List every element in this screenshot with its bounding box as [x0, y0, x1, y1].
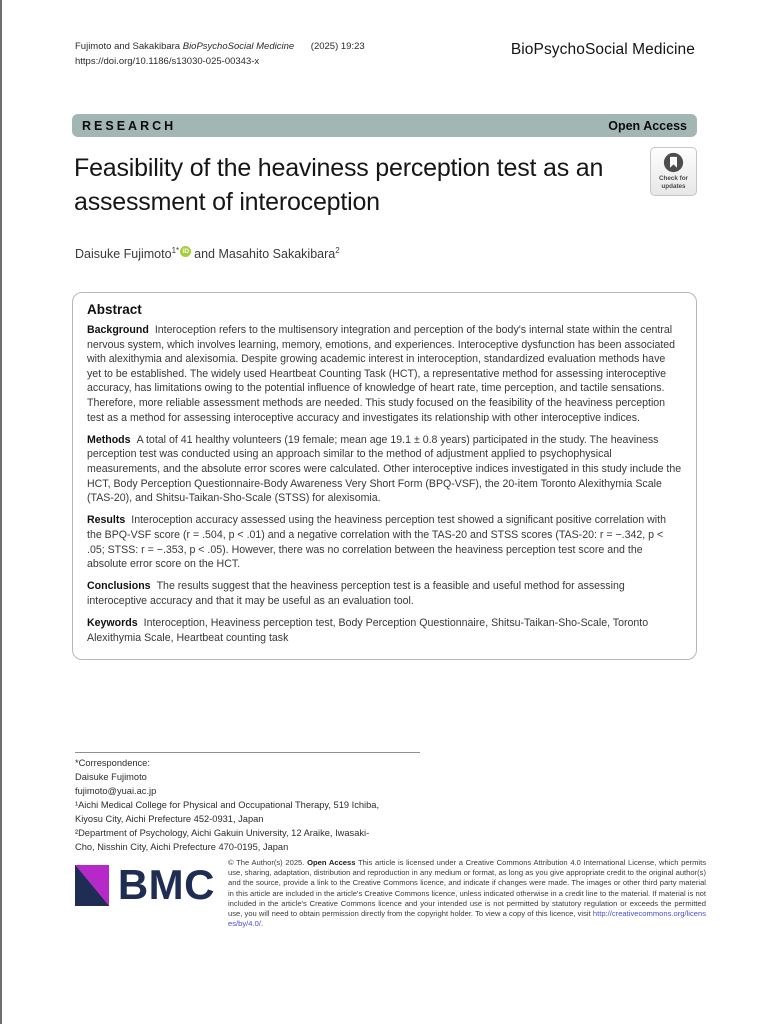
article-title: Feasibility of the heaviness perception test as an assessment of interoception — [74, 154, 604, 216]
bmc-logo — [75, 861, 215, 908]
license-link[interactable]: http://creativecommons.org/licenses/by/4.0/ — [228, 908, 706, 929]
citation-issue: (2025) 19:23 — [310, 41, 365, 52]
abstract-heading: Abstract — [87, 302, 142, 317]
affiliation-2-line-1: ²Department of Psychology, Aichi Gakuin University, 12 Araike, Iwasaki- — [75, 827, 370, 838]
citation-block — [75, 40, 365, 69]
article-type-banner — [72, 114, 697, 137]
footnotes-block — [75, 752, 427, 855]
correspondence-name: Daisuke Fujimoto — [75, 771, 147, 782]
journal-name: BioPsychoSocial Medicine — [510, 41, 695, 58]
correspondence-label: *Correspondence: — [75, 758, 150, 768]
author-1-name: Daisuke Fujimoto — [75, 247, 172, 262]
citation-line — [75, 40, 365, 55]
abstract-box — [72, 292, 697, 660]
affiliation-2-line-2: Cho, Nisshin City, Aichi Prefecture 470-0195, Japan — [75, 841, 289, 852]
article-type-label: RESEARCH — [82, 118, 177, 133]
author-2-name: Masahito Sakakibara — [218, 247, 336, 262]
author-2-affiliation-marker: 2 — [335, 246, 340, 255]
abstract-results: Results Interoception accuracy assessed using the heaviness perception test showed a significant positive correlation with the BPQ-VSF score (r = .504, p < .01) and a negative correlation with the TAS-20 and STSS scores (TAS-20: r = −.342, p < .05; STSS: r = −.353, p < .05). However, there was no correlation between the heaviness perception test score and the absolute error score on the HCT. — [87, 514, 666, 571]
check-for-updates-badge[interactable] — [650, 147, 697, 196]
abstract-background: Background Interoception refers to the multisensory integration and perception of the body's internal state within the central nervous system, which involves learning, memory, emotions, and experiences. Interoceptive dysfunction has been associated with alexithymia and alexisomia. Despite growing academic interest in interoception, standardized evaluation methods have yet to be established. The widely used Heartbeat Counting Task (HCT), a representative method for assessing interoceptive accuracy, has limitations owing to the potential influence of knowledge of heart rate, time perception, and tactile sensations. Therefore, more reliable assessment methods are needed. This study focused on the feasibility of the heaviness perception test as a method for assessing interoceptive accuracy and investigates its relationship with other interoceptive indices. — [87, 324, 676, 424]
open-access-label: Open Access — [608, 118, 687, 133]
bmc-logo-text: BMC — [117, 861, 215, 908]
correspondence-email: fujimoto@yuai.ac.jp — [75, 785, 157, 796]
license-open-access-label: Open Access — [307, 858, 356, 867]
affiliation-1-line-1: ¹Aichi Medical College for Physical and Occupational Therapy, 519 Ichiba, — [75, 799, 380, 810]
page-header — [75, 40, 695, 69]
author-line — [75, 246, 340, 261]
affiliation-1-line-2: Kiyosu City, Aichi Prefecture 452-0931, Japan — [75, 813, 264, 824]
abstract-methods: Methods A total of 41 healthy volunteers (19 female; mean age 19.1 ± 0.8 years) participated in the study. The heaviness perception test was conducted using an approach similar to the method of adjustment applied to psychophysical measurements, and the absolute error scores were calculated. Other interoceptive indices investigated in this study include the HCT, Body Perception Questionnaire-Body Awareness Very Short Form (BPQ-VSF), the 20-item Toronto Alexithymia Scale (TAS-20), and Shitsu-Taikan-Sho-Scale (STSS) for alexisomia. — [87, 433, 682, 505]
author-1-affiliation-marker: 1* — [171, 246, 180, 255]
citation-authors: Fujimoto and Sakakibara — [75, 41, 181, 52]
bmc-logo-icon — [75, 865, 109, 906]
publisher-footer — [75, 858, 706, 929]
author-conjunction: and — [194, 247, 219, 262]
orcid-icon[interactable]: iD — [180, 246, 191, 257]
page-left-edge — [0, 0, 2, 1024]
check-updates-icon — [663, 152, 684, 173]
doi-text: https://doi.org/10.1186/s13030-025-00343-x — [75, 55, 260, 67]
citation-journal: BioPsychoSocial Medicine — [182, 41, 295, 52]
license-text: © The Author(s) 2025. Open Access This article is licensed under a Creative Commons Attribution 4.0 International License, which permits use, sharing, adaptation, distribution and reproduction in any medium or format, as long as you give appropriate credit to the original author(s) and the source, provide a link to the Creative Commons licence, and indicate if changes were made. The images or other third party material in this article are included in the article's Creative Commons licence, unless indicated otherwise in a credit line to the material. If material is not included in the article's Creative Commons licence and your intended use is not permitted by statutory regulation or exceeds the permitted use, you will need to obtain permission directly from the copyright holder. To view a copy of this licence, visit http://creativecommons.org/licenses/by/4.0/. — [228, 858, 706, 929]
check-updates-text: Check for updates — [658, 175, 689, 190]
footnote-divider — [75, 752, 420, 753]
abstract-keywords: Keywords Interoception, Heaviness perception test, Body Perception Questionnaire, Shitsu-Taikan-Sho-Scale, Toronto Alexithymia Scale, Heartbeat counting task — [87, 616, 649, 644]
abstract-conclusions: Conclusions The results suggest that the heaviness perception test is a feasible and useful method for assessing interoceptive accuracy and that it may be useful as an evaluation tool. — [87, 580, 625, 607]
